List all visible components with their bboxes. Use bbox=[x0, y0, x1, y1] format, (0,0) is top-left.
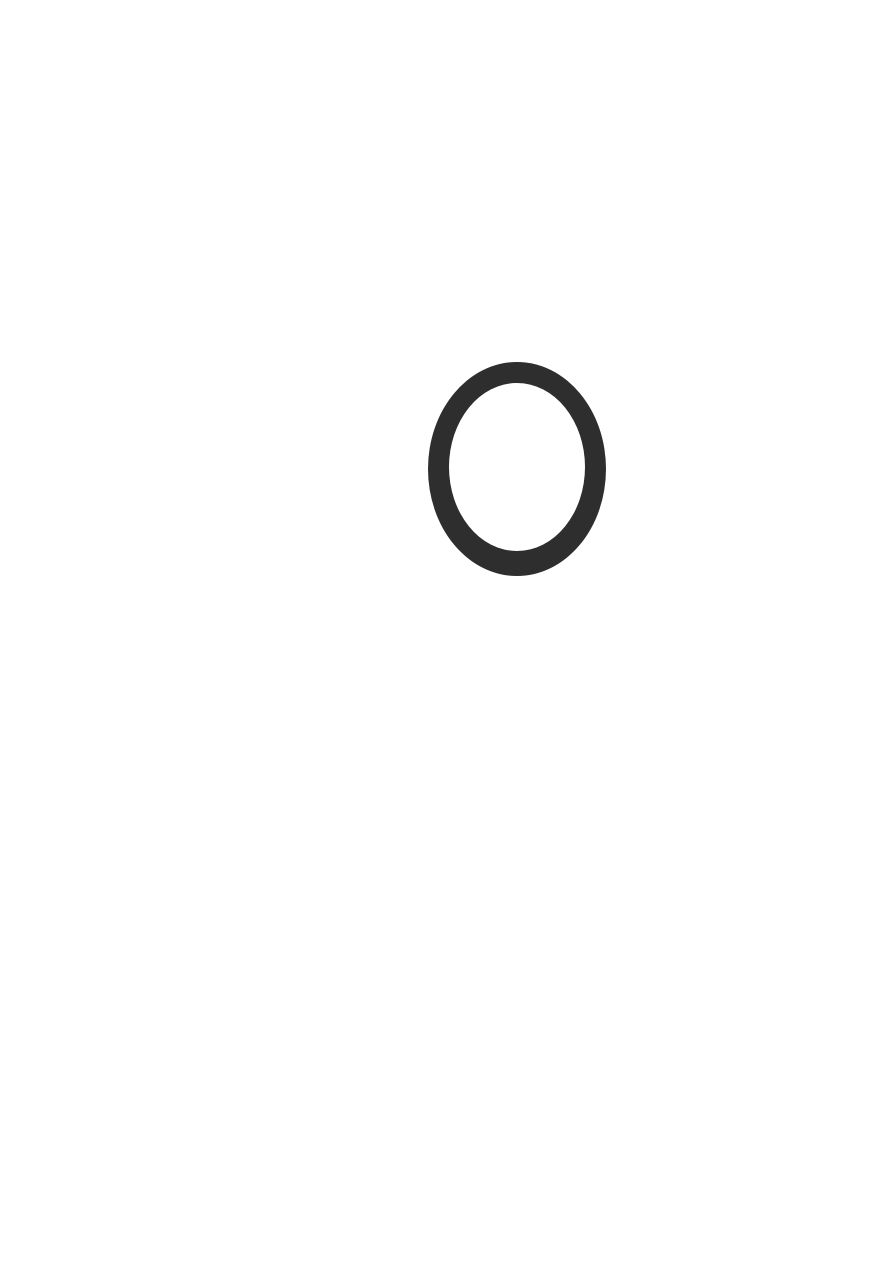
medal-field bbox=[449, 383, 585, 551]
medal-image bbox=[428, 360, 606, 578]
digitized-watermark bbox=[610, 1220, 614, 1258]
page-header bbox=[198, 48, 838, 82]
